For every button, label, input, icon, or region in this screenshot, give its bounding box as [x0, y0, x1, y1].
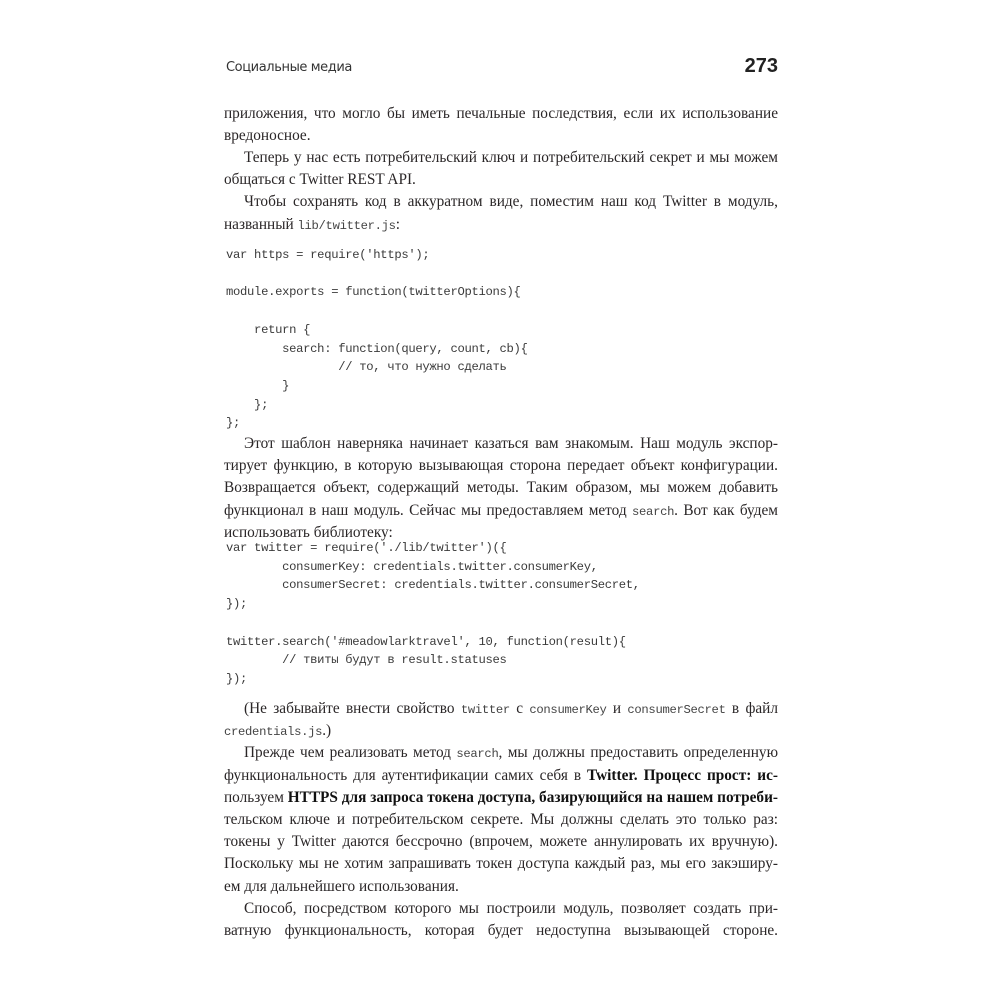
code-line: }); — [226, 671, 248, 686]
inline-code: credentials.js — [224, 725, 323, 740]
text-line — [224, 767, 778, 785]
code-line: var twitter = require('./lib/twitter')({ — [226, 541, 507, 555]
code-line: twitter.search('#meadowlarktravel', 10, function(result){ — [226, 634, 626, 649]
text-line — [224, 127, 778, 145]
code-line: }); — [226, 597, 248, 612]
code-line: // твиты будут в result.statuses — [226, 653, 507, 668]
text-span: приложения, что могло бы иметь печальные последствия, если их использование — [224, 105, 778, 122]
text-span: Чтобы сохранять код в аккуратном виде, поместим наш код Twitter в модуль, — [244, 193, 778, 211]
text-line — [224, 149, 778, 167]
text-line — [224, 193, 778, 211]
text-line — [224, 900, 778, 918]
text-line — [224, 833, 778, 851]
code-line: var https = require('https'); — [226, 248, 430, 262]
text-span: общаться с Twitter REST API. — [224, 171, 416, 189]
text-span: и — [606, 700, 628, 717]
text-line — [224, 811, 778, 829]
code-line: }; — [226, 416, 241, 431]
text-line — [224, 457, 778, 475]
chapter-title: Социальные медиа — [226, 60, 352, 75]
text-span: : — [395, 215, 400, 233]
text-span: использовать библиотеку: — [224, 523, 393, 541]
text-span: Теперь у нас есть потребительский ключ и потребительский секрет и мы можем — [244, 149, 778, 166]
code-line: consumerSecret: credentials.twitter.consumerSecret, — [226, 578, 640, 593]
text-span: функционал в наш модуль. Сейчас мы предоставляем метод — [224, 501, 633, 519]
code-line: consumerKey: credentials.twitter.consumerKey, — [226, 559, 598, 574]
text-line — [224, 171, 778, 189]
text-span: с — [509, 700, 530, 717]
text-line — [224, 502, 778, 520]
text-span: тельском ключе и потребительском секрете. Мы должны сделать это только раз: — [224, 811, 778, 828]
text-span: в файл — [725, 700, 778, 717]
text-line — [224, 878, 778, 896]
inline-code: lib/twitter.js — [297, 218, 396, 233]
text-span: ватную функциональность, которая будет недоступна вызывающей стороне. — [224, 922, 778, 939]
text-line — [224, 789, 778, 807]
text-span: функциональность для аутентификации самих себя в — [224, 766, 588, 784]
text-line — [224, 855, 778, 873]
text-span: .) — [322, 722, 332, 740]
text-span: Возвращается объект, содержащий методы. Таким образом, мы можем добавить — [224, 479, 778, 497]
text-span: ем для дальнейшего использования. — [224, 877, 459, 895]
text-line — [224, 722, 778, 740]
inline-code: twitter — [460, 703, 510, 717]
text-line — [224, 700, 778, 718]
text-line — [224, 105, 778, 123]
inline-code: consumerSecret — [627, 703, 726, 717]
text-line — [224, 216, 778, 234]
text-span: тирует функцию, в которую вызывающая сторона передает объект конфигурации. — [224, 457, 778, 475]
text-span: Способ, посредством которого мы построили модуль, позволяет создать при- — [244, 899, 778, 917]
text-span: , мы должны предоставить определенную — [498, 744, 779, 762]
code-line: search: function(query, count, cb){ — [226, 341, 528, 356]
text-line — [224, 744, 778, 762]
text-span: вредоносное. — [224, 127, 311, 145]
text-span: токены у Twitter даются бессрочно (впрочем, можете аннулировать их вручную). — [224, 833, 778, 851]
inline-code: consumerKey — [529, 703, 607, 717]
text-line — [224, 435, 778, 453]
code-line: }; — [226, 397, 269, 412]
text-line — [224, 524, 778, 542]
bold-text: HTTPS для запроса токена доступа, базирующийся на нашем потреби- — [287, 788, 778, 806]
text-span: Прежде чем реализовать метод — [244, 744, 457, 762]
text-span: (Не забывайте внести свойство — [244, 700, 461, 717]
code-line: return { — [226, 322, 311, 337]
text-line — [224, 922, 778, 940]
text-span: Поскольку мы не хотим запрашивать токен доступа каждый раз, мы его закэширу- — [224, 855, 778, 873]
inline-code: search — [632, 504, 675, 519]
text-line — [224, 479, 778, 497]
inline-code: search — [456, 747, 499, 762]
text-span: . Вот как будем — [674, 501, 778, 519]
code-line: module.exports = function(twitterOptions){ — [226, 285, 521, 300]
bold-text: Twitter. Процесс прост: ис- — [587, 766, 779, 784]
code-line: // то, что нужно сделать — [226, 360, 507, 375]
code-line: } — [226, 378, 290, 393]
text-span: Этот шаблон наверняка начинает казаться вам знакомым. Наш модуль экспор- — [244, 435, 778, 452]
text-span: названный — [224, 215, 298, 233]
page-number: 273 — [744, 55, 778, 77]
text-span: пользуем — [224, 788, 288, 806]
